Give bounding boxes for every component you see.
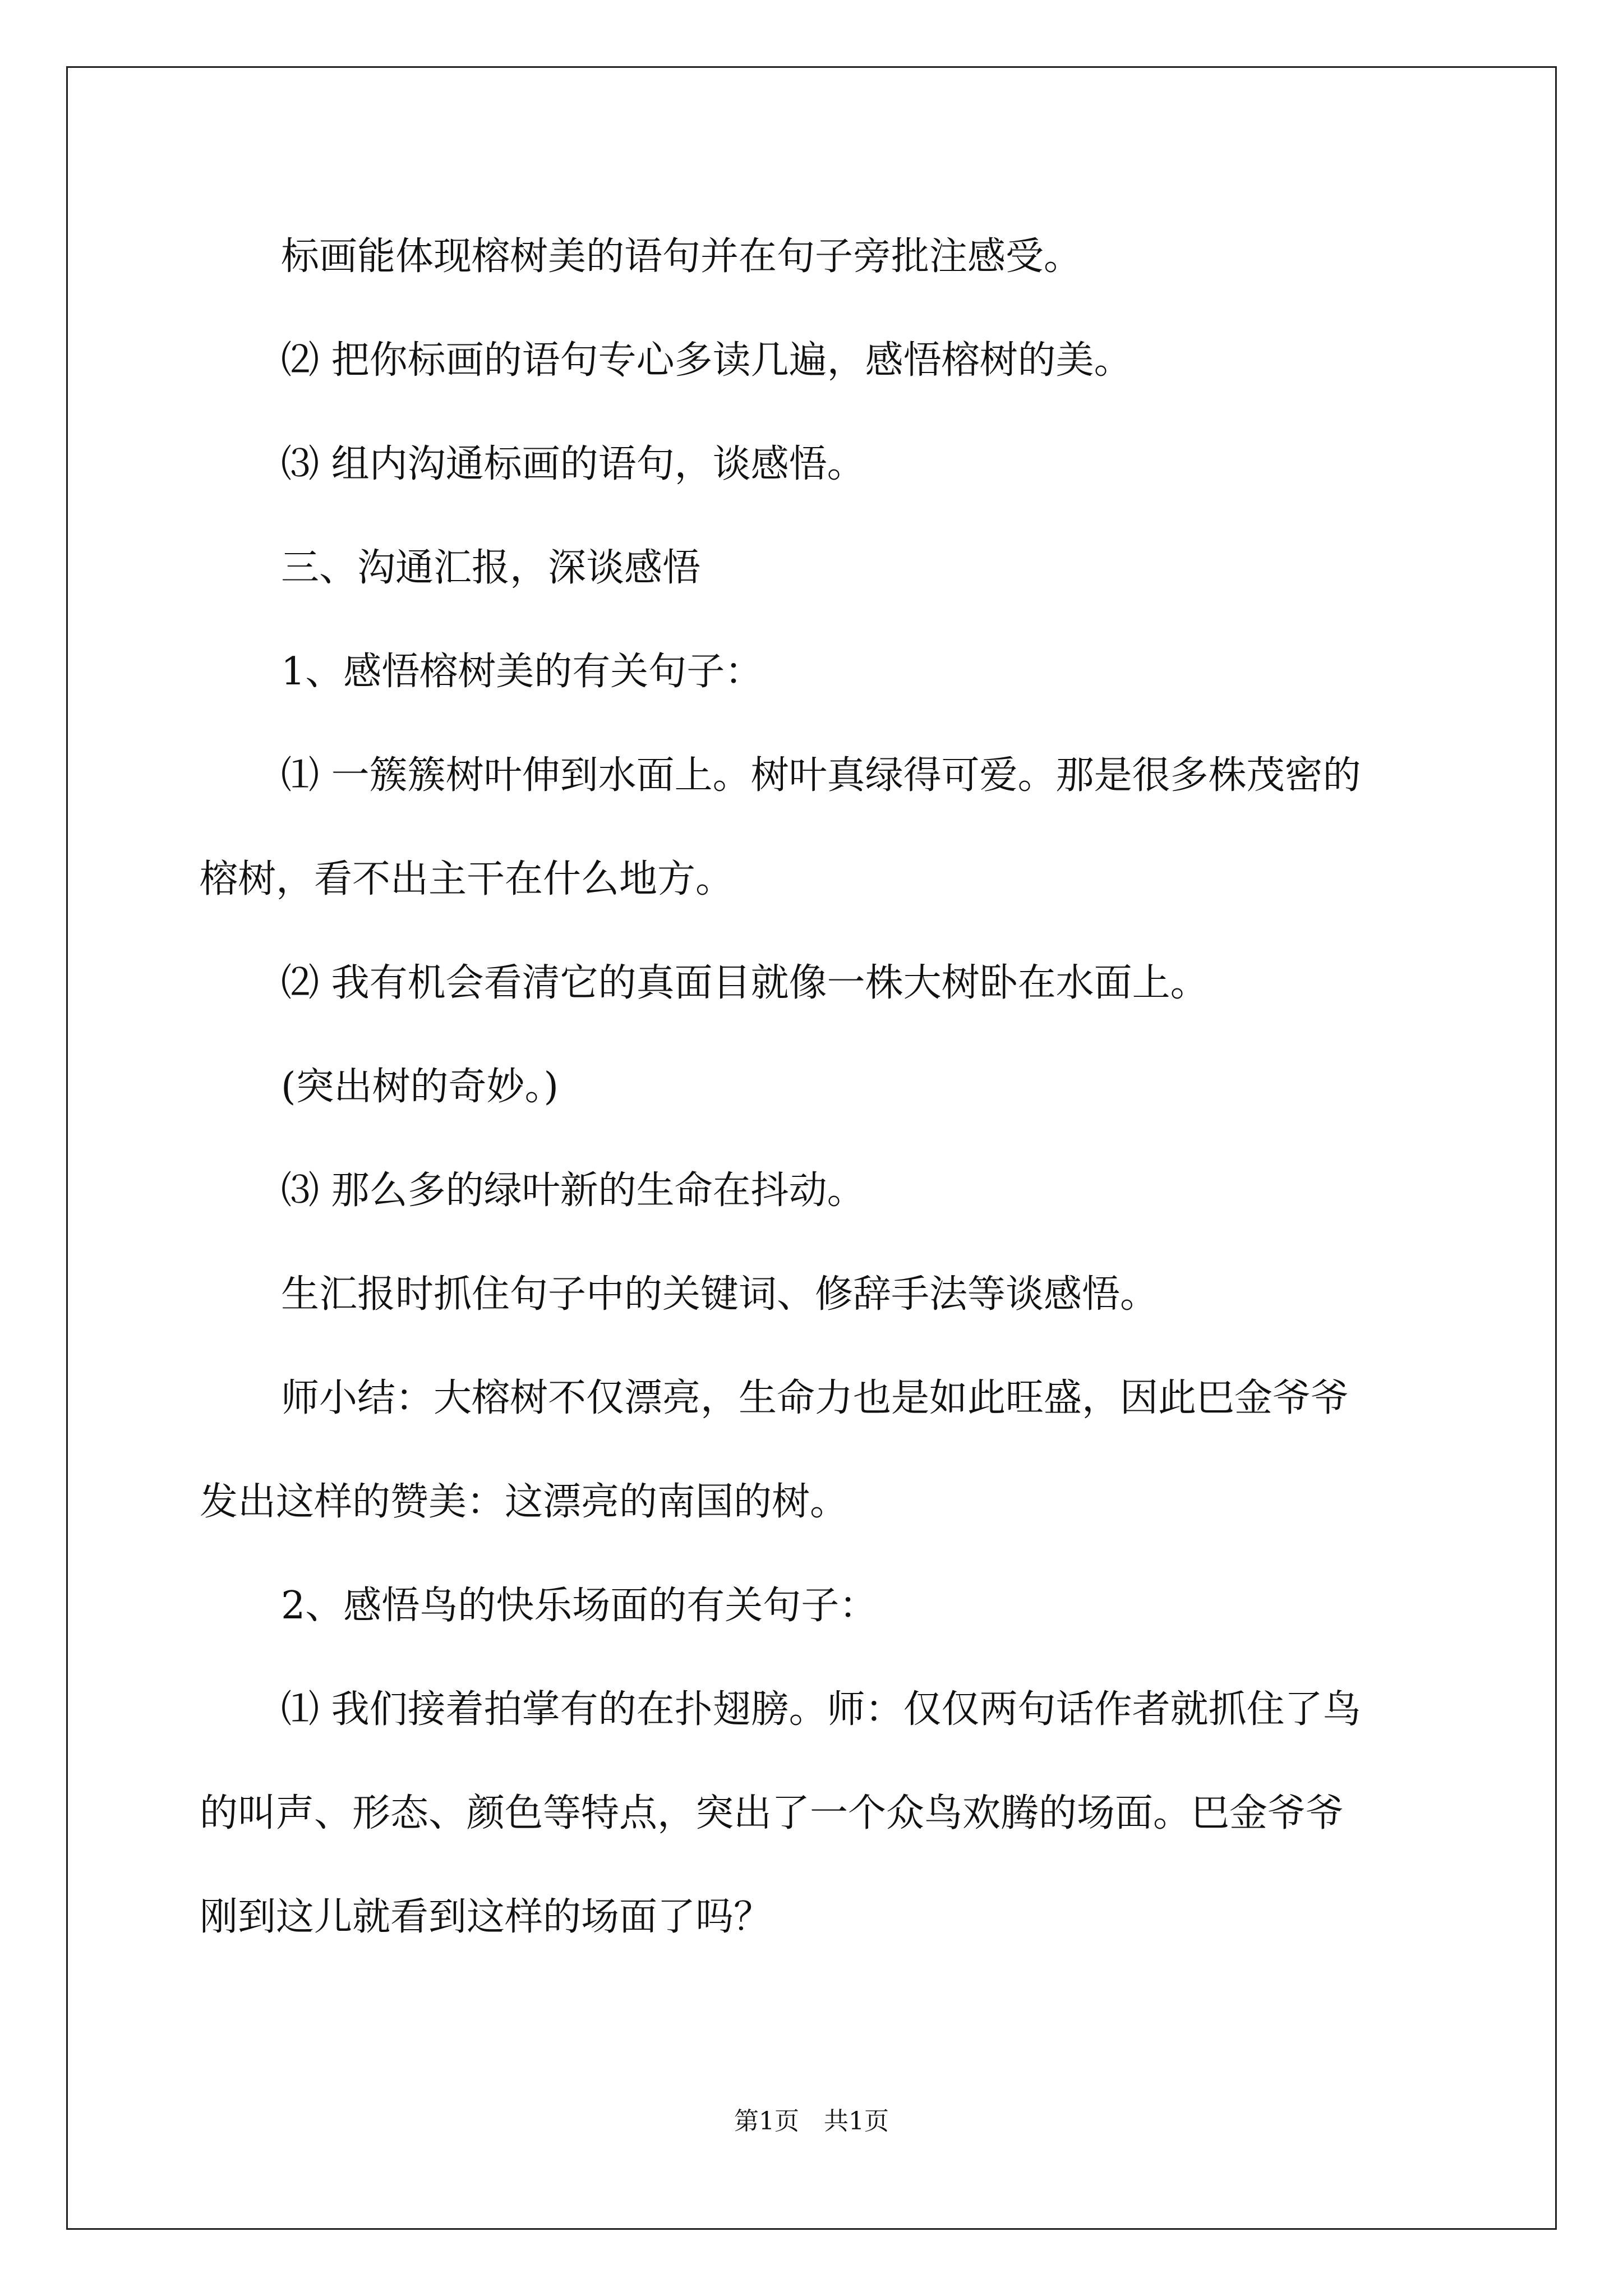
paragraph-line: 发出这样的赞美：这漂亮的南国的树。 [200,1480,849,1524]
paragraph-line: ⑵ 我有机会看清它的真面目就像一株大树卧在水面上。 [281,961,1209,1005]
paragraph-9 [200,1139,1433,1243]
paragraph-line: 师小结：大榕树不仅漂亮，生命力也是如此旺盛，因此巴金爷爷 [281,1376,1349,1420]
paragraph-6 [200,724,1433,931]
paragraph-11 [200,1346,1433,1554]
paragraph-line: 榕树，看不出主干在什么地方。 [200,857,734,901]
subheading-1 [200,620,1433,724]
section-heading [200,516,1433,620]
page-number-footer: 第1页 共1页 [734,2107,889,2136]
paragraph-line: 生汇报时抓住句子中的关键词、修辞手法等谈感悟。 [281,1272,1159,1317]
subheading-2 [200,1554,1433,1658]
paragraph-line: ⑶ 组内沟通标画的语句，谈感悟。 [281,442,865,486]
paragraph-line: ⑴ 一簇簇树叶伸到水面上。树叶真绿得可爱。那是很多株茂密的 [281,753,1361,798]
paragraph-line: (突出树的奇妙。) [281,1065,559,1109]
paragraph-line: 标画能体现榕树美的语句并在句子旁批注感受。 [281,234,1082,279]
paragraph-8 [200,1035,1433,1139]
paragraph-7 [200,931,1433,1035]
paragraph-line: ⑵ 把你标画的语句专心多读几遍，感悟榕树的美。 [281,338,1132,383]
paragraph-2 [200,309,1433,412]
paragraph-13 [200,1658,1433,1969]
paragraph-3 [200,412,1433,516]
paragraph-line: 2、感悟鸟的快乐场面的有关句子： [281,1584,878,1628]
paragraph-line: 刚到这儿就看到这样的场面了吗？ [200,1895,772,1939]
paragraph-line: ⑶ 那么多的绿叶新的生命在抖动。 [281,1168,865,1213]
paragraph-10 [200,1243,1433,1346]
paragraph-line: 1、感悟榕树美的有关句子： [281,650,763,694]
paragraph-1 [200,205,1433,309]
paragraph-line: 的叫声、形态、颜色等特点，突出了一个众鸟欢腾的场面。巴金爷爷 [200,1791,1344,1835]
paragraph-line: 三、沟通汇报，深谈感悟 [281,546,701,590]
document-body [200,205,1433,1969]
paragraph-line: ⑴ 我们接着拍掌有的在扑翅膀。师：仅仅两句话作者就抓住了鸟 [281,1687,1361,1732]
